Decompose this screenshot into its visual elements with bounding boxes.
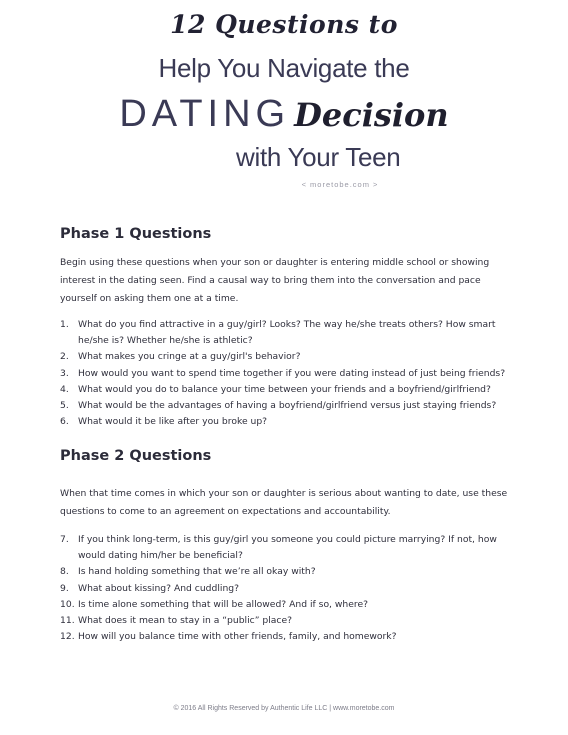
question-text: How would you want to spend time together if you were dating instead of just being friends? [78, 367, 506, 379]
question-item [60, 597, 520, 613]
question-number: 5. [60, 400, 69, 412]
title-line-4: with Your Teen [236, 142, 401, 172]
document-header [0, 0, 568, 200]
question-text: If you think long-term, is this guy/girl you someone you could picture marrying? If not, how would dating him/her be beneficial? [78, 534, 497, 562]
title-decision-word: Decision [294, 96, 449, 134]
question-item [60, 349, 520, 365]
question-number: 11. [60, 615, 75, 627]
question-number: 9. [60, 582, 69, 594]
question-item [60, 613, 520, 629]
question-text: What about kissing? And cuddling? [78, 582, 239, 594]
question-item [60, 317, 520, 349]
question-text: What does it mean to stay in a “public” place? [78, 615, 292, 627]
question-item [60, 414, 520, 430]
question-text: How will you balance time with other friends, family, and homework? [78, 631, 397, 643]
site-tag: < moretobe.com > [301, 180, 379, 189]
phase-1-question-list [60, 317, 520, 430]
question-item [60, 581, 520, 597]
title-dating-word: DATING [119, 93, 291, 135]
question-number: 1. [60, 319, 69, 330]
footer-copyright: © 2016 All Rights Reserved by Authentic Life LLC | www.moretobe.com [173, 705, 395, 712]
phase-1-title: Phase 1 Questions [60, 226, 212, 242]
phase-2-intro: When that time comes in which your son or daughter is serious about wanting to date, use these questions to come to an agreement on expectations and accountability. [60, 488, 508, 517]
question-number: 12. [60, 631, 75, 643]
phase-2-title: Phase 2 Questions [60, 448, 212, 464]
question-item [60, 564, 520, 580]
question-text: What makes you cringe at a guy/girl's behavior? [78, 351, 301, 363]
question-text: Is hand holding something that we’re all okay with? [78, 566, 316, 578]
question-number: 3. [60, 367, 69, 379]
question-item [60, 382, 520, 398]
title-line-1: 12 Questions to [170, 10, 398, 39]
question-text: What do you find attractive in a guy/girl? Looks? The way he/she treats others? How smart he/she is? Whether he/she is athletic? [78, 319, 496, 347]
question-text: What would you do to balance your time between your friends and a boyfriend/girlfriend? [78, 383, 491, 395]
question-item [60, 366, 520, 382]
question-text: What would it be like after you broke up? [78, 416, 268, 428]
question-item [60, 532, 520, 564]
question-number: 10. [60, 598, 75, 610]
question-number: 4. [60, 383, 69, 395]
question-number: 2. [60, 351, 69, 363]
question-number: 7. [60, 534, 69, 545]
question-number: 8. [60, 566, 69, 578]
question-text: Is time alone something that will be allowed? And if so, where? [78, 598, 368, 610]
question-number: 6. [60, 416, 69, 428]
title-line-2: Help You Navigate the [158, 53, 410, 83]
phase-2-question-list [60, 532, 520, 645]
question-item [60, 629, 520, 645]
question-item [60, 398, 520, 414]
phase-1-intro: Begin using these questions when your son or daughter is entering middle school or showing interest in the dating seen. Find a causal way to bring them into the conversation and pace yourself on asking them one at a time. [60, 257, 490, 304]
title-line-3 [0, 93, 568, 136]
question-text: What would be the advantages of having a boyfriend/girlfriend versus just staying friends? [78, 400, 497, 412]
